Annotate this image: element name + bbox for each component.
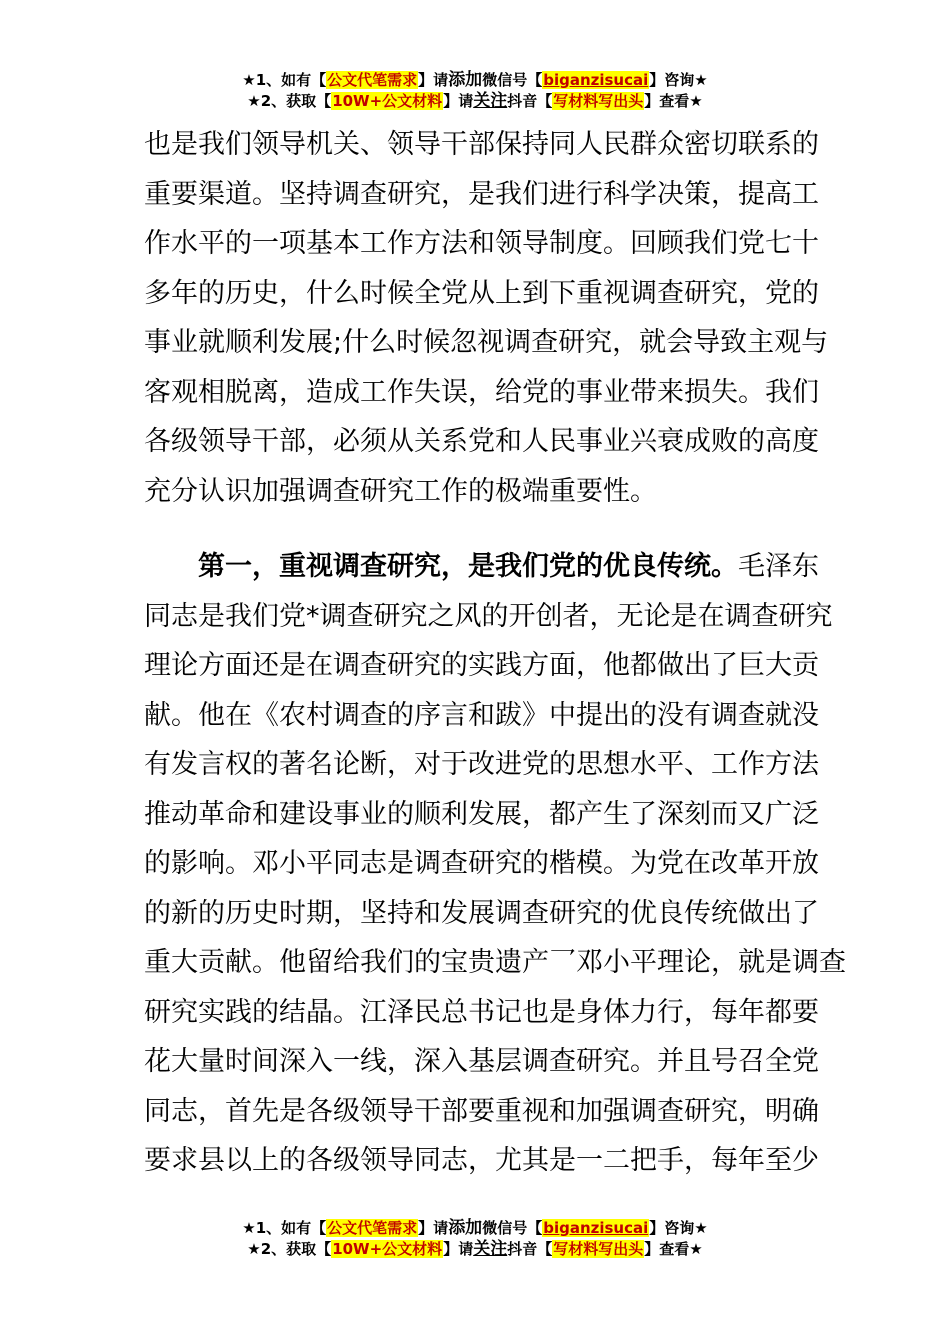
banner-text: 】请	[418, 71, 449, 89]
banner-text: 添加	[448, 1218, 483, 1238]
banner-text: 】请	[418, 1219, 449, 1237]
text-line: 各级领导干部，必须从关系党和人民事业兴衰成败的高度	[144, 426, 819, 457]
banner-text: 】请	[443, 92, 474, 110]
text-line: 事业就顺利发展;什么时候忽视调查研究，就会导致主观与	[144, 327, 829, 358]
wechat-id-highlight: biganzisucai	[543, 71, 649, 89]
materials-highlight: 10W+公文材料	[332, 92, 443, 110]
banner-text: 1、如有【	[255, 71, 327, 89]
text-line: 的新的历史时期，坚持和发展调查研究的优良传统做出了	[144, 897, 819, 929]
text-line: 也是我们领导机关、领导干部保持同人民群众密切联系的	[144, 129, 819, 160]
paragraph-spacer	[144, 516, 808, 542]
banner-text: 】咨询★	[649, 1219, 708, 1237]
document-body	[144, 120, 846, 1186]
banner-text: 1、如有【	[255, 1219, 327, 1237]
douyin-account-highlight: 写材料写出头	[553, 92, 644, 110]
text-line: 多年的历史，什么时候全党从上到下重视调查研究，党的	[144, 277, 819, 309]
banner-text: 抖音【	[507, 1240, 553, 1258]
banner-text: 】查看★	[644, 1240, 703, 1258]
text-line: 作水平的一项基本工作方法和领导制度。回顾我们党七十	[144, 228, 819, 259]
banner-text: 添加	[448, 70, 483, 90]
footer-banner	[0, 1218, 950, 1260]
text-line: 同志，首先是各级领导干部要重视和加强调查研究，明确	[144, 1095, 819, 1127]
ghostwriting-highlight: 公文代笔需求	[327, 1219, 418, 1237]
paragraph-2	[144, 542, 846, 1186]
text-line: 理论方面还是在调查研究的实践方面，他都做出了巨大贡	[144, 650, 819, 681]
text-line: 重大贡献。他留给我们的宝贵遗产乛邓小平理论，就是调查	[144, 947, 846, 978]
banner-text: 关注	[473, 91, 508, 111]
text-line: 推动革命和建设事业的顺利发展，都产生了深刻而又广泛	[144, 798, 819, 830]
text-line: 重要渠道。坚持调查研究，是我们进行科学决策，提高工	[144, 178, 819, 210]
banner-text: 抖音【	[507, 92, 553, 110]
banner-line-1	[0, 70, 950, 91]
header-banner	[0, 70, 950, 112]
wechat-id-highlight: biganzisucai	[543, 1219, 649, 1237]
paragraph-1	[144, 120, 829, 516]
text-line: 要求县以上的各级领导同志，尤其是一二把手，每年至少	[144, 1145, 819, 1176]
text-line: 的影响。邓小平同志是调查研究的楷模。为党在改革开放	[144, 848, 819, 879]
banner-text: 微信号【	[482, 71, 543, 89]
banner-text: 微信号【	[482, 1219, 543, 1237]
banner-line-1	[0, 1218, 950, 1239]
banner-text: 】查看★	[644, 92, 703, 110]
banner-text: 2、获取【	[260, 92, 332, 110]
banner-text: 】咨询★	[649, 71, 708, 89]
banner-text: 关注	[473, 1239, 508, 1259]
star-icon: ★	[247, 92, 261, 110]
star-icon: ★	[247, 1240, 261, 1258]
douyin-account-highlight: 写材料写出头	[553, 1240, 644, 1258]
banner-line-2	[0, 91, 950, 112]
banner-text: 2、获取【	[260, 1240, 332, 1258]
star-icon: ★	[242, 1219, 256, 1237]
banner-text: 】请	[443, 1240, 474, 1258]
materials-highlight: 10W+公文材料	[332, 1240, 443, 1258]
text-line: 研究实践的结晶。江泽民总书记也是身体力行，每年都要	[144, 996, 819, 1028]
text-fragment: 毛泽东	[738, 551, 819, 582]
star-icon: ★	[242, 71, 256, 89]
text-line: 有发言权的著名论断，对于改进党的思想水平、工作方法	[144, 749, 819, 780]
text-line: 客观相脱离，造成工作失误，给党的事业带来损失。我们	[144, 376, 819, 408]
ghostwriting-highlight: 公文代笔需求	[327, 71, 418, 89]
text-line: 同志是我们党*调查研究之风的开创者，无论是在调查研究	[144, 600, 833, 632]
text-line: 充分认识加强调查研究工作的极端重要性。	[144, 475, 657, 507]
section-heading: 第一，重视调查研究，是我们党的优良传统。	[198, 551, 738, 582]
text-line: 花大量时间深入一线，深入基层调查研究。并且号召全党	[144, 1046, 819, 1077]
text-line: 献。他在《农村调查的序言和跋》中提出的没有调查就没	[144, 699, 819, 731]
text-line	[144, 542, 819, 592]
banner-line-2	[0, 1239, 950, 1260]
